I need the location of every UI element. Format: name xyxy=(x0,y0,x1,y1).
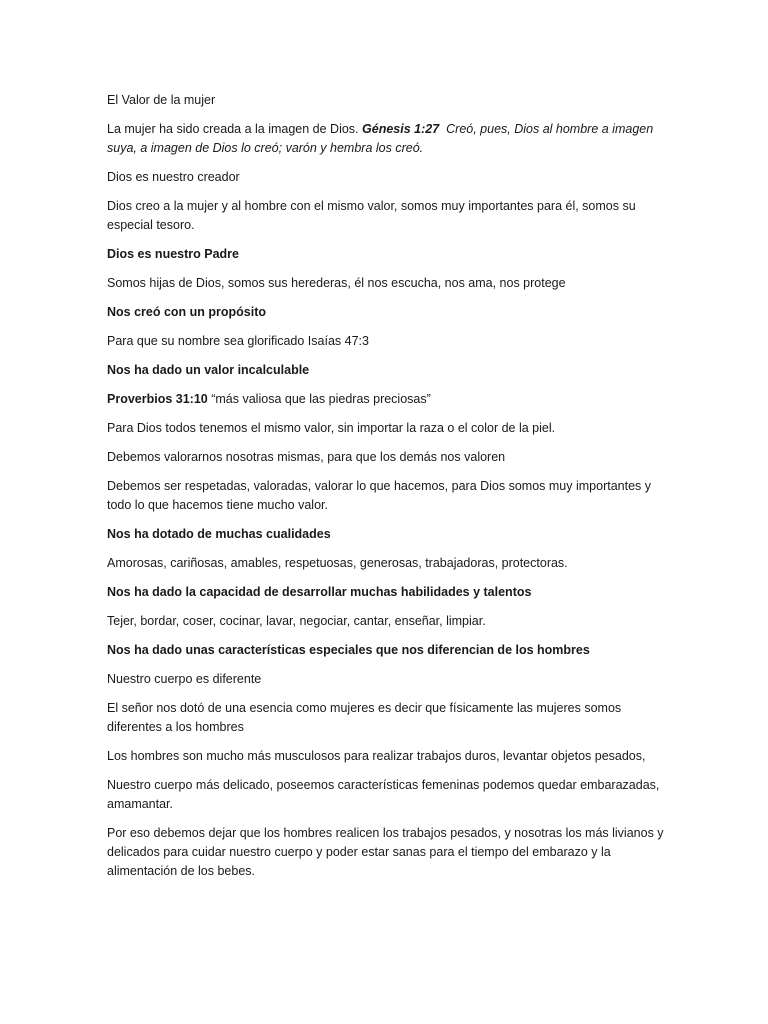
proverbios-quote: “más valiosa que las piedras preciosas” xyxy=(211,392,431,406)
heading-valor: Nos ha dado un valor incalculable xyxy=(107,363,310,377)
paragraph-padre: Somos hijas de Dios, somos sus herederas, él nos escucha, nos ama, nos protege xyxy=(107,276,566,290)
heading-cualidades: Nos ha dotado de muchas cualidades xyxy=(107,527,331,541)
paragraph-proposito: Para que su nombre sea glorificado Isaías 47:3 xyxy=(107,334,369,348)
heading-padre: Dios es nuestro Padre xyxy=(107,247,239,261)
heading-habilidades: Nos ha dado la capacidad de desarrollar muchas habilidades y talentos xyxy=(107,585,532,599)
intro-text: La mujer ha sido creada a la imagen de Dios. xyxy=(107,122,359,136)
document-page xyxy=(107,91,667,891)
genesis-reference: Génesis 1:27 xyxy=(362,122,440,136)
paragraph-respetadas: Debemos ser respetadas, valoradas, valorar lo que hacemos, para Dios somos muy importantes y todo lo que hacemos tiene mucho valor. xyxy=(107,479,652,512)
heading-creador: Dios es nuestro creador xyxy=(107,170,240,184)
paragraph-creador: Dios creo a la mujer y al hombre con el mismo valor, somos muy importantes para él, somos su especial tesoro. xyxy=(107,199,636,232)
proverbios-reference: Proverbios 31:10 xyxy=(107,392,208,406)
paragraph-cualidades: Amorosas, cariñosas, amables, respetuosas, generosas, trabajadoras, protectoras. xyxy=(107,556,568,570)
paragraph-cuerpo-diferente: Nuestro cuerpo es diferente xyxy=(107,672,262,686)
paragraph-por-eso: Por eso debemos dejar que los hombres realicen los trabajos pesados, y nosotras los más livianos y delicados para cuidar nuestro cuerpo y poder estar sanas para el tiempo del embarazo y la alimentación de los bebes. xyxy=(107,826,664,878)
genesis-quote: Creó, pues, Dios al hombre a imagen suya, a imagen de Dios lo creó; varón y hembra los creó. xyxy=(107,122,654,155)
paragraph-valorarnos: Debemos valorarnos nosotras mismas, para que los demás nos valoren xyxy=(107,450,506,464)
heading-proposito: Nos creó con un propósito xyxy=(107,305,267,319)
paragraph-delicado: Nuestro cuerpo más delicado, poseemos características femeninas podemos quedar embarazadas, amamantar. xyxy=(107,778,660,811)
paragraph-habilidades: Tejer, bordar, coser, cocinar, lavar, negociar, cantar, enseñar, limpiar. xyxy=(107,614,486,628)
paragraph-mismo-valor: Para Dios todos tenemos el mismo valor, sin importar la raza o el color de la piel. xyxy=(107,421,556,435)
paragraph-musculosos: Los hombres son mucho más musculosos para realizar trabajos duros, levantar objetos pesados, xyxy=(107,749,646,763)
proverbios-paragraph xyxy=(107,390,667,409)
document-title: El Valor de la mujer xyxy=(107,93,216,107)
intro-paragraph xyxy=(107,120,667,158)
heading-caracteristicas: Nos ha dado unas características especiales que nos diferencian de los hombres xyxy=(107,643,590,657)
paragraph-esencia: El señor nos dotó de una esencia como mujeres es decir que físicamente las mujeres somos diferentes a los hombres xyxy=(107,701,622,734)
